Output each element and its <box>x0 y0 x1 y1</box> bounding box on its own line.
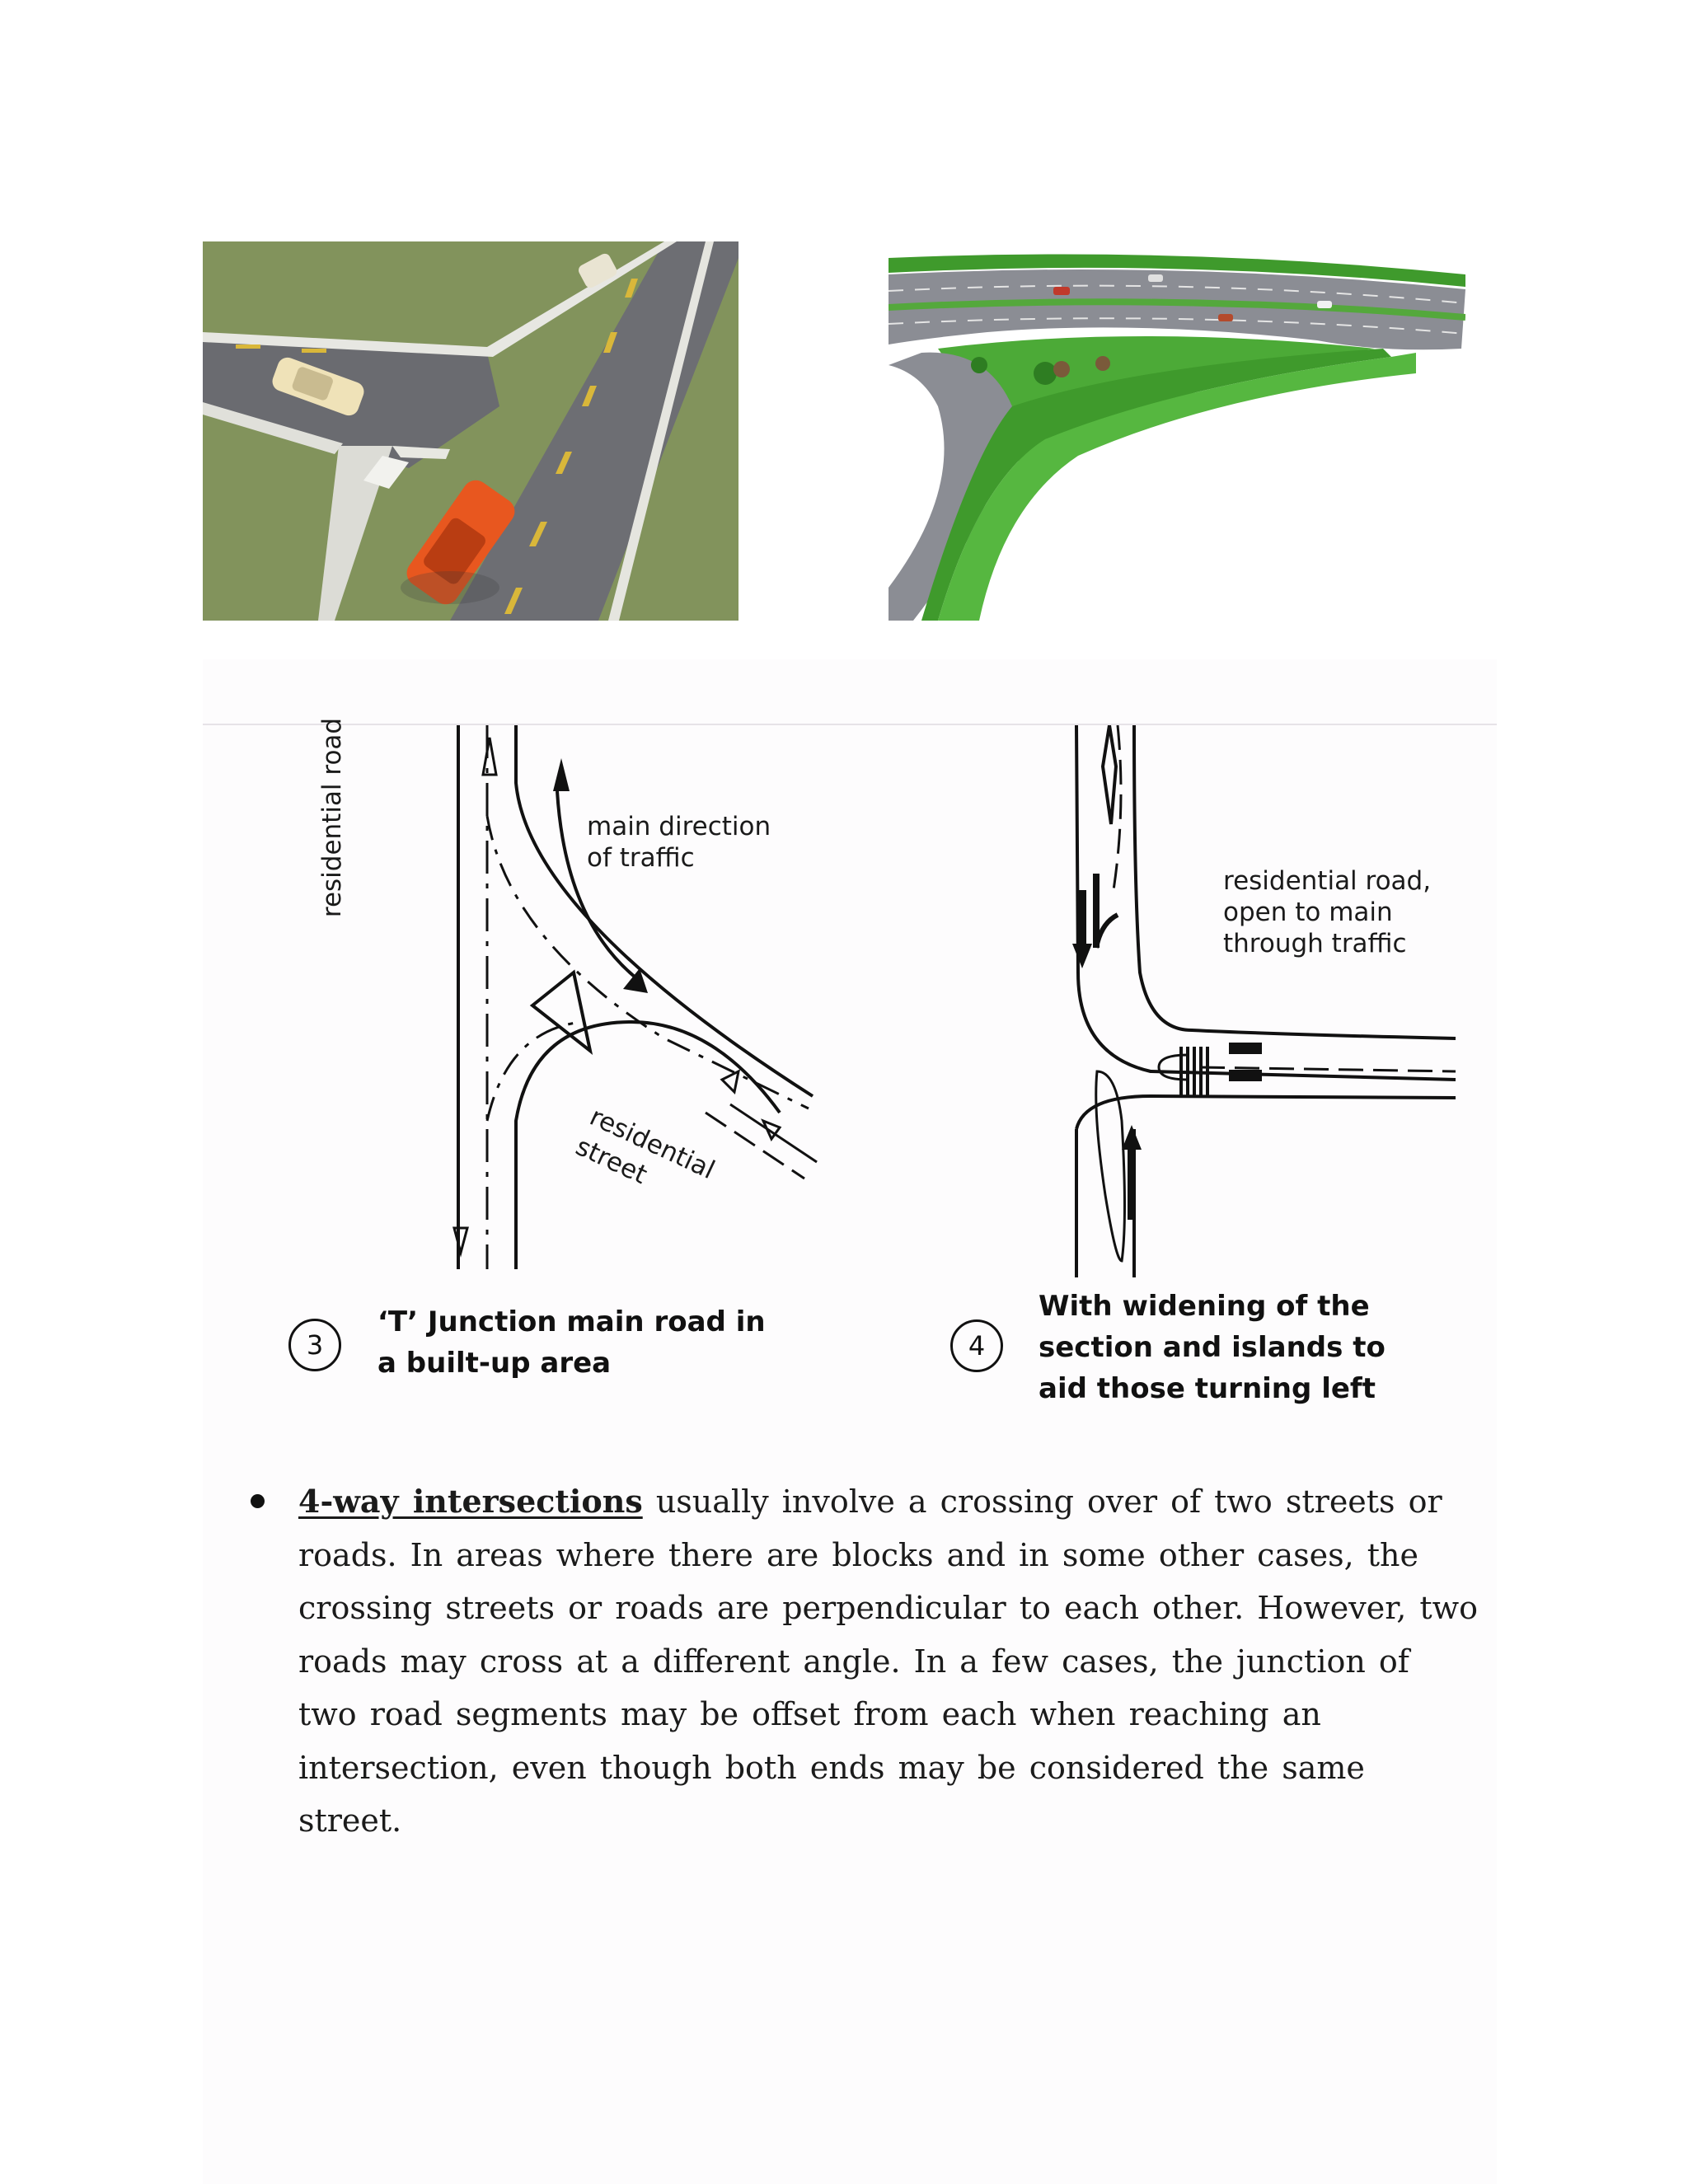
street-arrow-icon <box>722 1071 738 1092</box>
figure-number-3: 3 <box>288 1319 341 1371</box>
lane-arrow-up-icon <box>1128 1146 1136 1220</box>
diagram-3-caption: ‘T’ Junction main road in a built-up area <box>377 1305 766 1380</box>
street-edge-1 <box>730 1104 817 1162</box>
down-arrow-icon <box>454 1228 467 1253</box>
paragraph-body: usually involve a crossing over of two streets or roads. In areas where there are blocks and in some other cases, the crossing streets or roads are perpendicular to each other. However, two roads may cross at a different angle. In a few cases, the junction of two road segments may be offset from each when reaching an intersection, even though both ends may be considered the same street. <box>298 1483 1479 1839</box>
main-direction-label: main direction of traffic <box>587 812 771 873</box>
paragraph-text <box>298 1475 1480 1848</box>
residential-street-label: residential street <box>571 1101 720 1191</box>
residential-road-open-label: residential road, open to main through traffic <box>1223 866 1432 958</box>
up-arrow-icon <box>483 738 496 775</box>
upper-island-icon <box>1103 725 1116 824</box>
t-junction-photo <box>203 241 738 621</box>
bullet-paragraph <box>244 1475 1480 1848</box>
term-4-way-intersections: 4-way intersections <box>298 1483 643 1520</box>
diagram-4-caption: With widening of the section and islands to aid those turning left <box>1039 1290 1386 1405</box>
lane-arrow-left-icon <box>1078 890 1086 948</box>
t-junction-model-photo-icon <box>203 241 738 621</box>
highway-exit-ramp-illustration-icon <box>889 241 1465 621</box>
highway-ramp-illustration <box>889 241 1465 621</box>
residential-road-label: residential road <box>317 717 347 918</box>
direction-arrow-up-icon <box>553 758 570 791</box>
figure-number-4: 4 <box>950 1319 1003 1372</box>
intersection-diagrams <box>203 717 1497 1418</box>
bullet-icon <box>251 1494 265 1508</box>
